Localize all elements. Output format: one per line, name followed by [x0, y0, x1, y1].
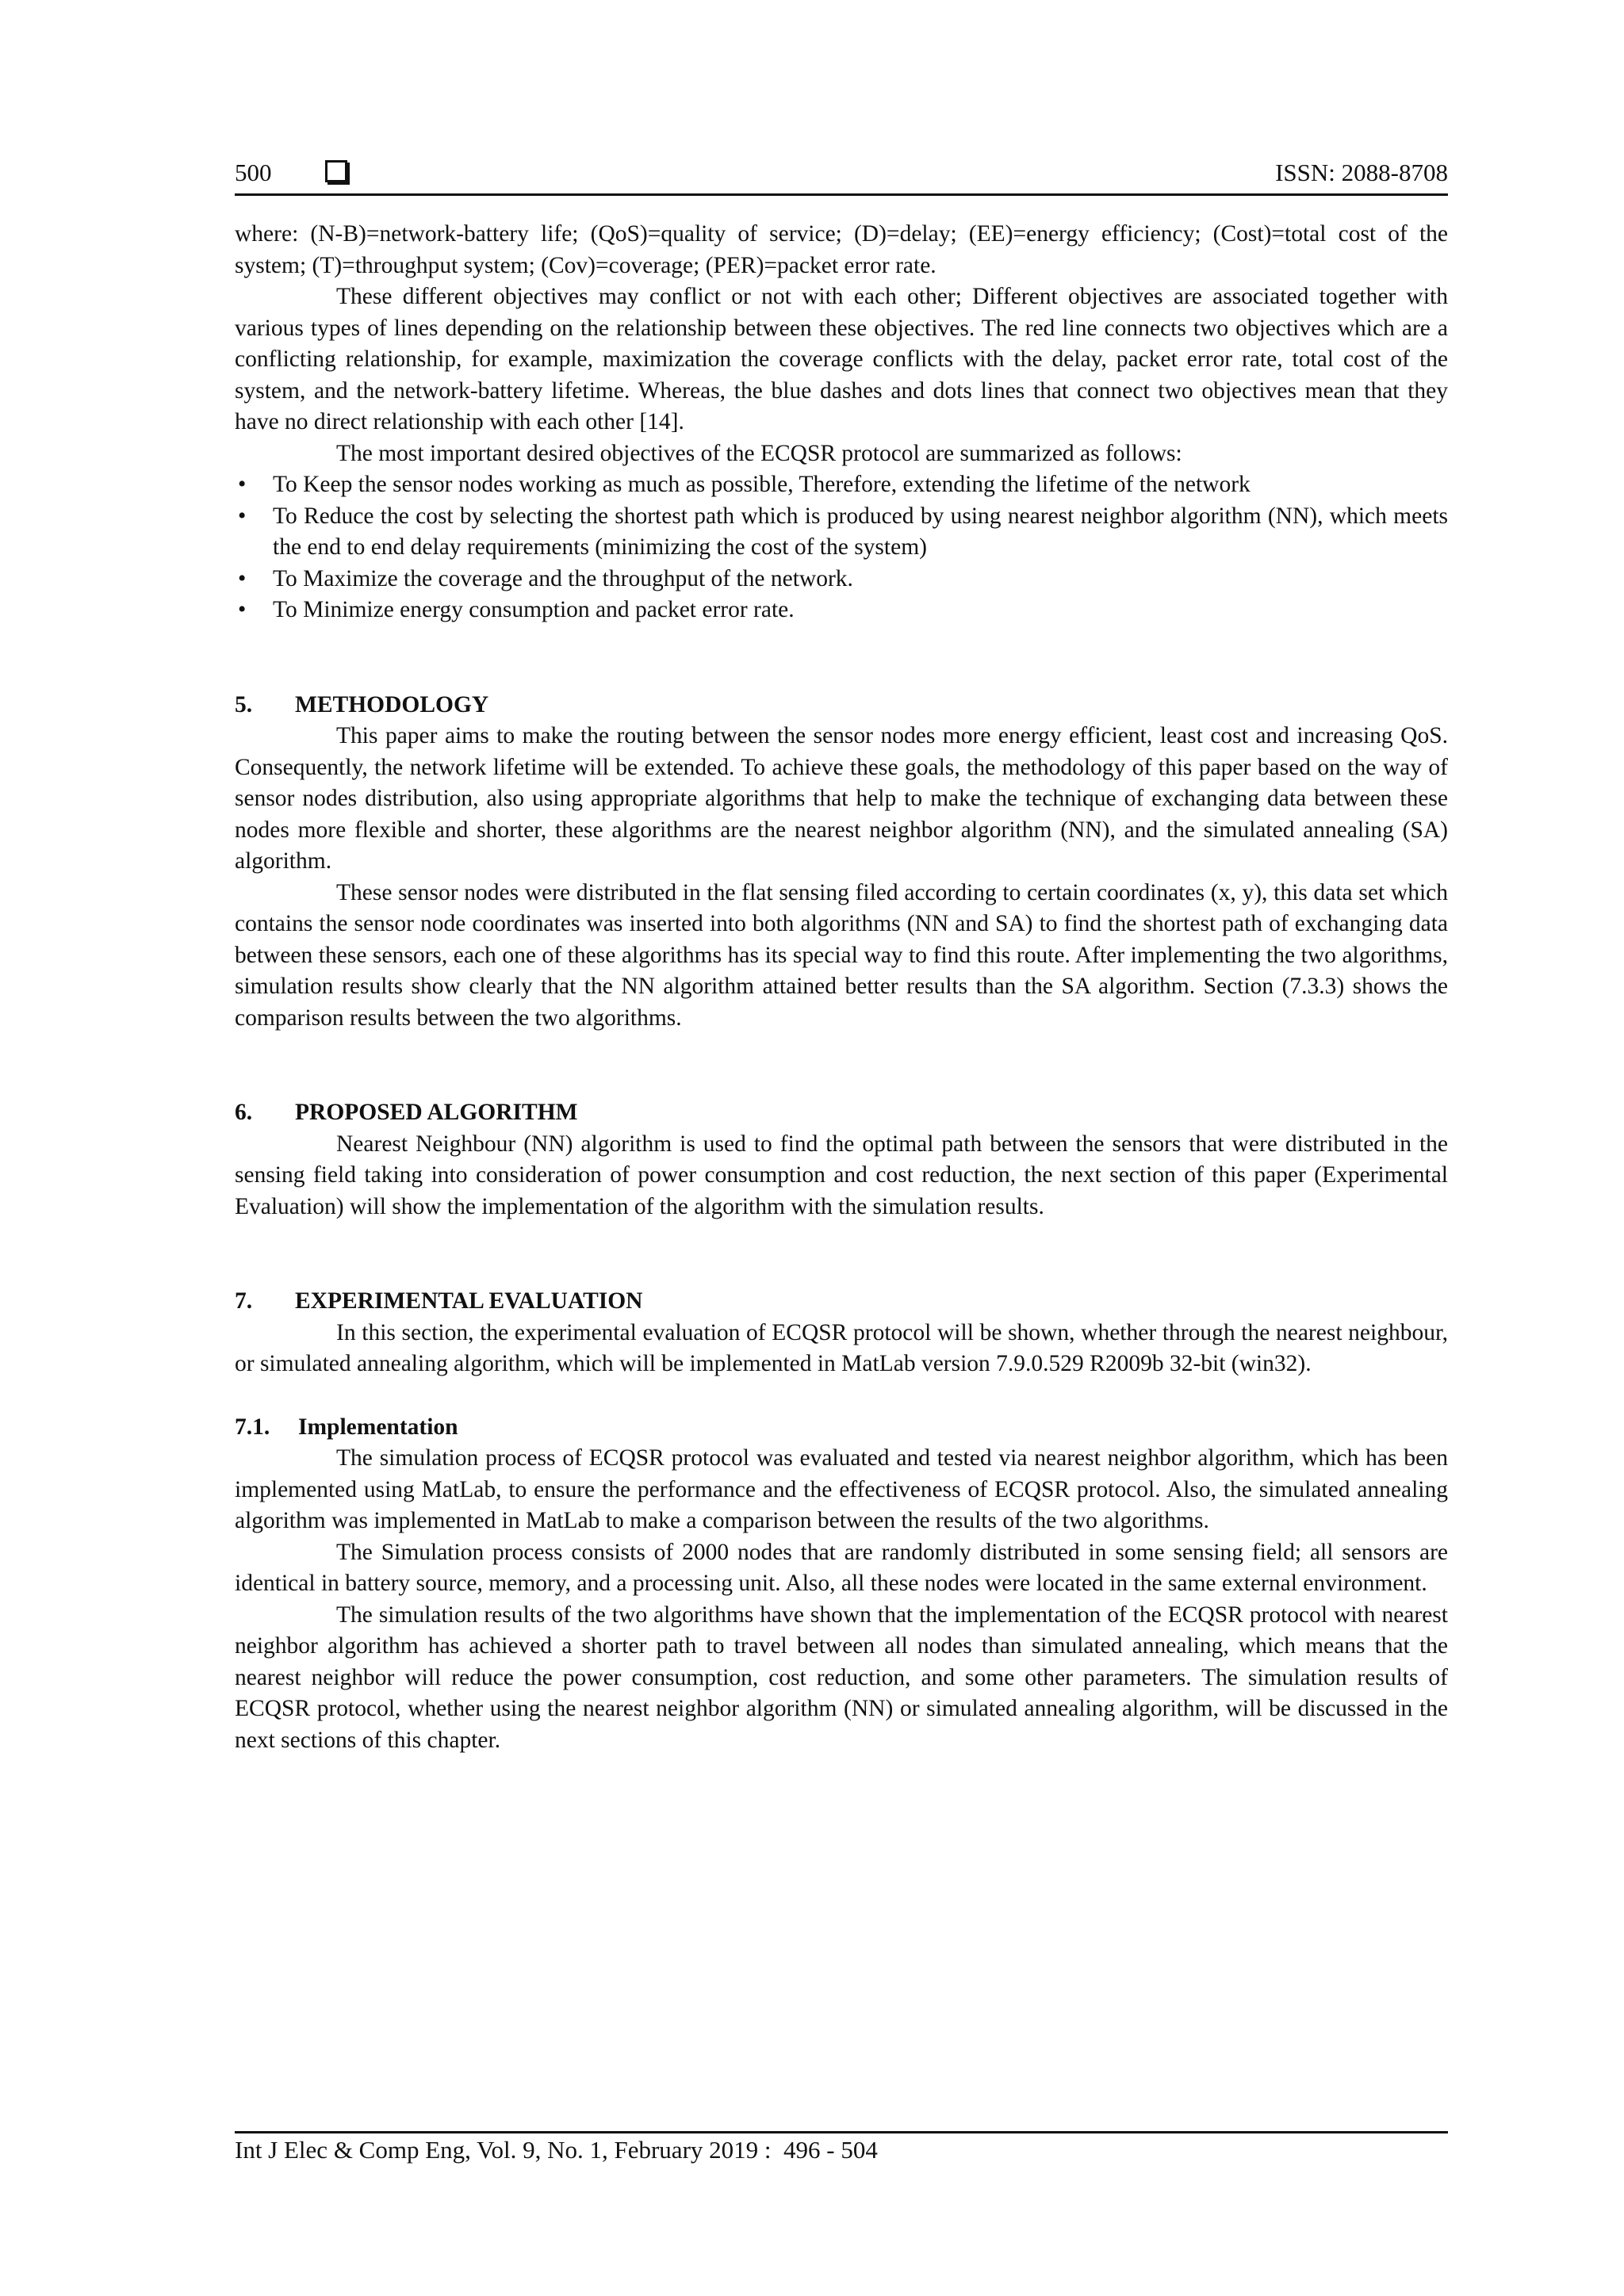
experimental-evaluation-paragraph: In this section, the experimental evaluation of ECQSR protocol will be shown, whether through the nearest neighbour, or simulated annealing algorithm, which will be implemented in MatLab version 7.9.0.529 R2009b 32-bit (win32). [235, 1319, 1448, 1376]
section-number: 6. [235, 1100, 253, 1125]
list-item [235, 595, 1448, 626]
section-spacer [235, 1223, 1448, 1286]
footer-divider [235, 2131, 1448, 2133]
objectives-summary-paragraph: The most important desired objectives of the ECQSR protocol are summarized as follows: [336, 440, 1182, 466]
journal-issn: ISSN: 2088-8708 [1275, 159, 1448, 186]
section-spacer [235, 1380, 1448, 1412]
list-item-text: To Keep the sensor nodes working as much as possible, Therefore, extending the lifetime of the network [273, 472, 1251, 497]
list-item [235, 501, 1448, 564]
section-spacer [235, 1034, 1448, 1097]
section-7-1-heading [235, 1412, 1448, 1444]
bullet-icon: • [238, 503, 247, 529]
methodology-paragraph-2: These sensor nodes were distributed in the flat sensing filed according to certain coordinates (x, y), this data set which contains the sensor node coordinates was inserted into both algorithms (NN and SA) to find the shortest path of exchanging data between these sensors, each one of these algorithms has its special way to find this route. After implementing the two algorithms, simulation results show clearly that the NN algorithm attained better results than the SA algorithm. Section (7.3.3) shows the comparison results between the two algorithms. [235, 879, 1448, 1031]
section-number: 7. [235, 1288, 253, 1314]
implementation-paragraph-1: The simulation process of ECQSR protocol was evaluated and tested via nearest neighbor algorithm, which has been implemented using MatLab, to ensure the performance and the effectiveness of ECQSR protocol. Also, the simulated annealing algorithm was implemented in MatLab to make a comparison between the results of the two algorithms. [235, 1445, 1448, 1533]
section-5-heading [235, 690, 1448, 721]
footer-citation: Int J Elec & Comp Eng, Vol. 9, No. 1, February 2019 : 496 - 504 [235, 2136, 878, 2164]
section-7-heading [235, 1286, 1448, 1318]
header-divider [235, 193, 1448, 196]
main-content [235, 219, 1448, 1756]
page-header [235, 152, 1448, 192]
list-item-text: To Minimize energy consumption and packet error rate. [273, 597, 795, 622]
section-title: PROPOSED ALGORITHM [295, 1100, 578, 1125]
list-item-text: To Reduce the cost by selecting the shortest path which is produced by using nearest neighbor algorithm (NN), which meets the end to end delay requirements (minimizing the cost of the system) [273, 503, 1448, 560]
implementation-paragraph-3: The simulation results of the two algorithms have shown that the implementation of the ECQSR protocol with nearest neighbor algorithm has achieved a shorter path to travel between all nodes than simulated annealing, which means that the nearest neighbor will reduce the power consumption, cost reduction, and some other parameters. The simulation results of ECQSR protocol, whether using the nearest neighbor algorithm (NN) or simulated annealing algorithm, will be discussed in the next sections of this chapter. [235, 1601, 1448, 1753]
section-title: METHODOLOGY [295, 691, 489, 718]
list-item-text: To Maximize the coverage and the throughput of the network. [273, 565, 853, 591]
section-title: EXPERIMENTAL EVALUATION [295, 1288, 643, 1314]
section-number: 5. [235, 691, 253, 718]
bullet-icon: • [238, 565, 247, 591]
bullet-icon: • [238, 472, 247, 497]
page-number: 500 [235, 159, 272, 186]
checkbox-square-icon [325, 160, 347, 182]
objectives-list [235, 469, 1448, 626]
implementation-paragraph-2: The Simulation process consists of 2000 nodes that are randomly distributed in some sensing field; all sensors are identical in battery source, memory, and a processing unit. Also, all these nodes were located in the same external environment. [235, 1539, 1448, 1596]
methodology-paragraph-1: This paper aims to make the routing between the sensor nodes more energy efficient, least cost and increasing QoS. Consequently, the network lifetime will be extended. To achieve these goals, the methodology of this paper based on the way of sensor nodes distribution, also using appropriate algorithms that help to make the technique of exchanging data between these nodes more flexible and shorter, these algorithms are the nearest neighbor algorithm (NN), and the simulated annealing (SA) algorithm. [235, 723, 1448, 874]
subsection-number: 7.1. [235, 1414, 270, 1440]
proposed-algorithm-paragraph: Nearest Neighbour (NN) algorithm is used to find the optimal path between the sensors that were distributed in the sensing field taking into consideration of power consumption and cost reduction, the next section of this paper (Experimental Evaluation) will show the implementation of the algorithm with the simulation results. [235, 1131, 1448, 1219]
subsection-title: Implementation [298, 1414, 458, 1440]
list-item [235, 469, 1448, 501]
objectives-relationship-paragraph: These different objectives may conflict or not with each other; Different objectives are associated together with various types of lines depending on the relationship between these objectives. The red line connects two objectives which are a conflicting relationship, for example, maximization the coverage conflicts with the delay, packet error rate, total cost of the system, and the network-battery lifetime. Whereas, the blue dashes and dots lines that connect two objectives mean that they have no direct relationship with each other [14]. [235, 284, 1448, 434]
list-item [235, 564, 1448, 595]
section-6-heading [235, 1097, 1448, 1129]
paper-page [235, 0, 1448, 2296]
bullet-icon: • [238, 597, 247, 622]
definitions-paragraph: where: (N-B)=network-battery life; (QoS)=quality of service; (D)=delay; (EE)=energy efficiency; (Cost)=total cost of the system; (T)=throughput system; (Cov)=coverage; (PER)=packet error rate. [235, 221, 1448, 278]
section-spacer [235, 626, 1448, 690]
